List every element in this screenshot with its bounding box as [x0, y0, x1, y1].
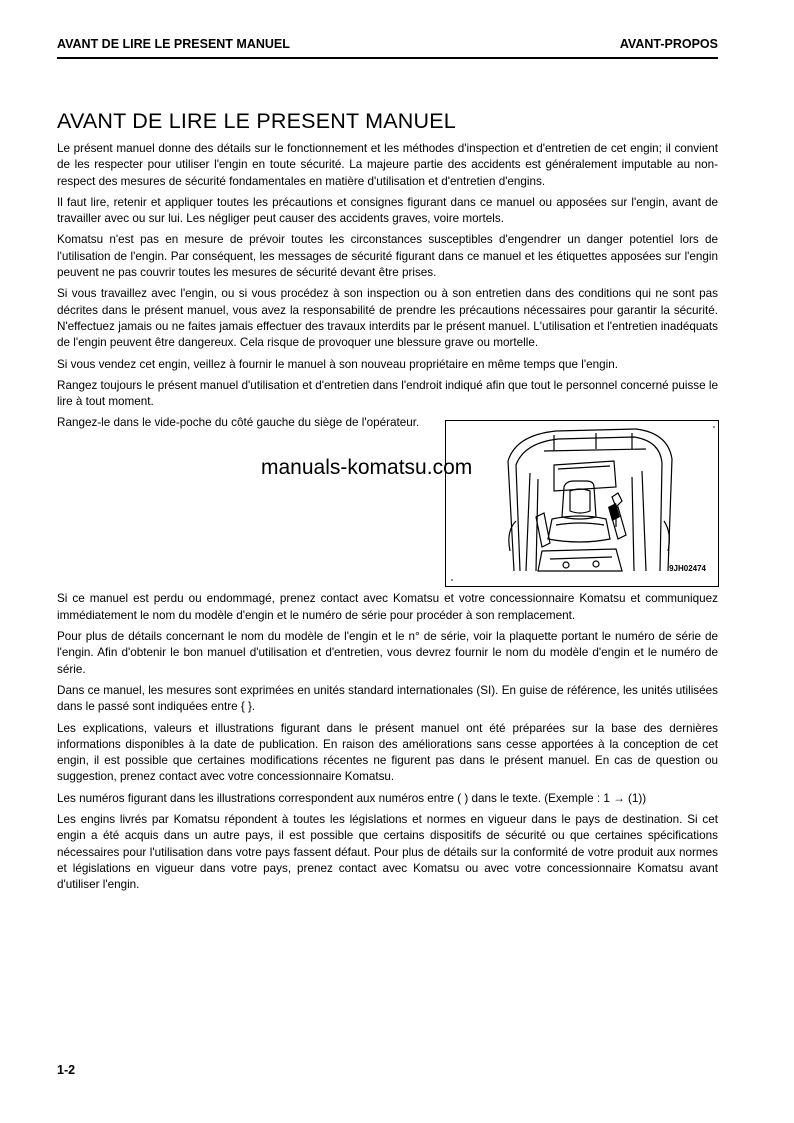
header-section-title: AVANT DE LIRE LE PRESENT MANUEL [57, 37, 290, 51]
paragraph-4: Si vous travaillez avec l'engin, ou si vous procédez à son inspection ou à son entretien dans des conditions qui ne sont pas décrites dans le présent manuel, vous avez la responsabilité de prendre les précautions nécessaires pour garantir la sécurité. N'effectuez jamais ou ne faites jamais effectuer des travaux interdits par le présent manuel. L'utilisation et l'entretien inadéquats de l'engin peuvent être dangereux. Cela risque de provoquer une blessure grave ou mortelle. [57, 287, 718, 350]
storage-location-section [57, 415, 718, 587]
paragraph-9: Pour plus de détails concernant le nom du modèle de l'engin et le n° de série, voir la plaquette portant le numéro de série de l'engin. Afin d'obtenir le bon manuel d'utilisation et d'entretien, vous devrez fournir le nom du modèle d'engin et le numéro de série. [57, 630, 718, 676]
paragraph-8: Si ce manuel est perdu ou endommagé, prenez contact avec Komatsu et votre concessionnaire Komatsu et communiquez immédiatement le nom du modèle d'engin et le numéro de série pour procéder à son remplacement. [57, 592, 718, 622]
paragraph-10: Dans ce manuel, les mesures sont exprimées en unités standard internationales (SI). En guise de référence, les unités utilisées dans le passé sont indiquées entre { }. [57, 683, 718, 714]
cab-illustration [445, 420, 719, 587]
paragraph-12: Les numéros figurant dans les illustrations correspondent aux numéros entre ( ) dans le texte. (Exemple : 1 → (1)) [57, 791, 647, 805]
storage-location-text: Rangez-le dans le vide-poche du côté gauche du siège de l'opérateur. [57, 416, 420, 430]
paragraph-1: Le présent manuel donne des détails sur le fonctionnement et les méthodes d'inspection et d'entretien de cet engin; il convient de les respecter pour utiliser l'engin en toute sécurité. La majeure partie des accidents est généralement imputable au non-respect des mesures de sécurité fondamentales en matière d'utilisation et d'entretien d'engins. [57, 142, 718, 188]
paragraph-6: Rangez toujours le présent manuel d'utilisation et d'entretien dans l'endroit indiqué afin que tout le personnel concerné puisse le lire à tout moment. [57, 378, 718, 409]
watermark: manuals-komatsu.com [261, 456, 473, 479]
figure-code: 9JH02474 [669, 564, 706, 574]
page-number: 1-2 [57, 1063, 76, 1077]
paragraph-5: Si vous vendez cet engin, veillez à fournir le manuel à son nouveau propriétaire en même temps que l'engin. [57, 357, 618, 371]
paragraph-13: Les engins livrés par Komatsu répondent à toutes les législations et normes en vigueur dans le pays de destination. Si cet engin a été acquis dans un autre pays, il est possible que certains dispositifs de sécurité ou que certaines spécifications nécessaires pour l'utilisation dans votre pays fassent défaut. Pour plus de détails sur la conformité de votre produit aux normes et législations en vigueur dans votre pays, prenez contact avec Komatsu ou avec votre concessionnaire Komatsu avant d'utiliser l'engin. [57, 813, 718, 892]
paragraph-11: Les explications, valeurs et illustrations figurant dans le présent manuel ont été préparées sur la base des dernières informations disponibles à la date de publication. En raison des améliorations sans cesse apportées à la conception de cet engin, il est possible que certaines modifications récentes ne figurent pas dans le présent manuel. En cas de question ou suggestion, prenez contact avec votre concessionnaire Komatsu. [57, 721, 718, 784]
header-chapter-title: AVANT-PROPOS [619, 37, 718, 51]
page-title: AVANT DE LIRE LE PRESENT MANUEL [57, 109, 456, 133]
page-header [57, 37, 718, 59]
paragraph-2: Il faut lire, retenir et appliquer toutes les précautions et consignes figurant dans ce manuel ou apposées sur l'engin, avant de travailler avec ou sur lui. Les négliger peut causer des accidents graves, voire mortels. [57, 195, 718, 226]
paragraph-3: Komatsu n'est pas en mesure de prévoir toutes les circonstances susceptibles d'engendrer un danger potentiel lors de l'utilisation de l'engin. Par conséquent, les messages de sécurité figurant dans ce manuel et les étiquettes apposées sur l'engin peuvent ne pas couvrir toutes les mesures de sécurité devant être prises. [57, 233, 718, 280]
manual-body [57, 141, 718, 899]
